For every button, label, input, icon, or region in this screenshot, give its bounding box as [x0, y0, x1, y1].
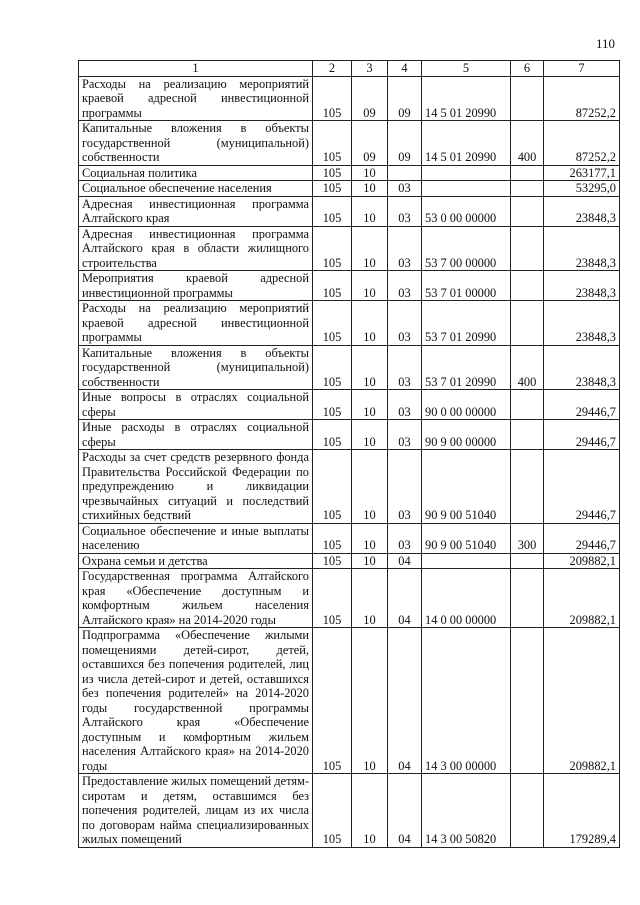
row-section-cell: 10: [352, 420, 388, 450]
table-row: [79, 774, 620, 848]
page-number: 110: [596, 36, 616, 51]
row-name-cell: Капитальные вложения в объекты государственной (муниципальной) собственности: [79, 121, 313, 166]
row-amount-cell: 87252,2: [544, 76, 620, 121]
row-subsection-cell: 03: [388, 523, 422, 553]
row-section-cell: 10: [352, 553, 388, 569]
row-subsection-cell: 03: [388, 345, 422, 390]
row-section-cell: 10: [352, 774, 388, 848]
row-admin-code-cell: 105: [313, 450, 352, 524]
row-subsection-cell: 03: [388, 271, 422, 301]
row-section-cell: 10: [352, 569, 388, 628]
row-amount-cell: 23848,3: [544, 226, 620, 271]
row-name-cell: Охрана семьи и детства: [79, 553, 313, 569]
row-target-code-cell: 53 7 01 20990: [422, 301, 511, 346]
table-row: [79, 345, 620, 390]
row-expense-type-cell: [511, 226, 544, 271]
row-admin-code-cell: 105: [313, 553, 352, 569]
row-name-cell: Иные расходы в отраслях социальной сферы: [79, 420, 313, 450]
header-cell: 6: [511, 61, 544, 77]
row-expense-type-cell: [511, 271, 544, 301]
row-admin-code-cell: 105: [313, 390, 352, 420]
table-row: [79, 569, 620, 628]
row-admin-code-cell: 105: [313, 271, 352, 301]
row-name-cell: Иные вопросы в отраслях социальной сферы: [79, 390, 313, 420]
row-amount-cell: 23848,3: [544, 345, 620, 390]
table-body: [79, 76, 620, 847]
row-section-cell: 09: [352, 76, 388, 121]
row-section-cell: 10: [352, 181, 388, 197]
table-row: [79, 553, 620, 569]
row-name-cell: Мероприятия краевой адресной инвестиционной программы: [79, 271, 313, 301]
row-amount-cell: 23848,3: [544, 196, 620, 226]
row-expense-type-cell: 400: [511, 121, 544, 166]
row-expense-type-cell: 300: [511, 523, 544, 553]
row-amount-cell: 29446,7: [544, 420, 620, 450]
row-target-code-cell: [422, 553, 511, 569]
table-row: [79, 226, 620, 271]
row-subsection-cell: 04: [388, 569, 422, 628]
row-name-cell: Адресная инвестиционная программа Алтайского края: [79, 196, 313, 226]
header-row: [79, 61, 620, 77]
row-amount-cell: 209882,1: [544, 553, 620, 569]
row-admin-code-cell: 105: [313, 181, 352, 197]
row-admin-code-cell: 105: [313, 226, 352, 271]
row-amount-cell: 29446,7: [544, 390, 620, 420]
row-subsection-cell: 03: [388, 450, 422, 524]
row-target-code-cell: 14 5 01 20990: [422, 76, 511, 121]
row-section-cell: 10: [352, 523, 388, 553]
budget-table: [78, 60, 620, 848]
row-target-code-cell: 53 7 00 00000: [422, 226, 511, 271]
row-subsection-cell: 04: [388, 628, 422, 774]
table-row: [79, 628, 620, 774]
row-name-cell: Государственная программа Алтайского края «Обеспечение доступным и комфортным жильем населения Алтайского края» на 2014-2020 годы: [79, 569, 313, 628]
row-section-cell: 10: [352, 345, 388, 390]
row-section-cell: 10: [352, 628, 388, 774]
row-name-cell: Социальное обеспечение населения: [79, 181, 313, 197]
row-amount-cell: 209882,1: [544, 569, 620, 628]
row-amount-cell: 29446,7: [544, 523, 620, 553]
row-name-cell: Социальная политика: [79, 165, 313, 181]
row-admin-code-cell: 105: [313, 774, 352, 848]
row-section-cell: 10: [352, 271, 388, 301]
header-cell: 4: [388, 61, 422, 77]
row-expense-type-cell: [511, 420, 544, 450]
row-target-code-cell: 53 0 00 00000: [422, 196, 511, 226]
row-subsection-cell: 03: [388, 226, 422, 271]
table-row: [79, 301, 620, 346]
row-amount-cell: 23848,3: [544, 271, 620, 301]
row-name-cell: Социальное обеспечение и иные выплаты населению: [79, 523, 313, 553]
row-expense-type-cell: [511, 196, 544, 226]
row-subsection-cell: 04: [388, 774, 422, 848]
header-cell: 5: [422, 61, 511, 77]
header-cell: 7: [544, 61, 620, 77]
row-admin-code-cell: 105: [313, 121, 352, 166]
row-admin-code-cell: 105: [313, 345, 352, 390]
row-name-cell: Подпрограмма «Обеспечение жилыми помещениями детей-сирот, детей, оставшихся без попечения родителей, лиц из числа детей-сирот и детей, оставшихся без попечения родителей» на 2014-2020 годы государственной программы Алтайского края «Обеспечение доступным и комфортным жильем населения Алтайского края» на 2014-2020 годы: [79, 628, 313, 774]
row-expense-type-cell: 400: [511, 345, 544, 390]
table-row: [79, 271, 620, 301]
row-expense-type-cell: [511, 181, 544, 197]
row-section-cell: 10: [352, 450, 388, 524]
row-amount-cell: 179289,4: [544, 774, 620, 848]
table-row: [79, 420, 620, 450]
row-expense-type-cell: [511, 569, 544, 628]
row-amount-cell: 53295,0: [544, 181, 620, 197]
row-subsection-cell: 09: [388, 121, 422, 166]
row-amount-cell: 87252,2: [544, 121, 620, 166]
row-admin-code-cell: 105: [313, 76, 352, 121]
row-amount-cell: 23848,3: [544, 301, 620, 346]
row-expense-type-cell: [511, 628, 544, 774]
row-name-cell: Расходы на реализацию мероприятий краевой адресной инвестиционной программы: [79, 76, 313, 121]
row-target-code-cell: 14 0 00 00000: [422, 569, 511, 628]
row-name-cell: Адресная инвестиционная программа Алтайского края в области жилищного строительства: [79, 226, 313, 271]
row-expense-type-cell: [511, 390, 544, 420]
table-row: [79, 523, 620, 553]
row-target-code-cell: [422, 181, 511, 197]
row-target-code-cell: 90 0 00 00000: [422, 390, 511, 420]
row-target-code-cell: 90 9 00 51040: [422, 523, 511, 553]
row-admin-code-cell: 105: [313, 628, 352, 774]
row-subsection-cell: 03: [388, 420, 422, 450]
header-cell: 1: [79, 61, 313, 77]
row-expense-type-cell: [511, 774, 544, 848]
table-row: [79, 165, 620, 181]
row-name-cell: Капитальные вложения в объекты государственной (муниципальной) собственности: [79, 345, 313, 390]
row-section-cell: 10: [352, 196, 388, 226]
row-admin-code-cell: 105: [313, 165, 352, 181]
row-section-cell: 10: [352, 390, 388, 420]
row-admin-code-cell: 105: [313, 196, 352, 226]
row-amount-cell: 29446,7: [544, 450, 620, 524]
row-section-cell: 10: [352, 165, 388, 181]
row-target-code-cell: 14 3 00 00000: [422, 628, 511, 774]
row-subsection-cell: 03: [388, 301, 422, 346]
row-name-cell: Расходы на реализацию мероприятий краевой адресной инвестиционной программы: [79, 301, 313, 346]
row-expense-type-cell: [511, 450, 544, 524]
row-target-code-cell: 14 5 01 20990: [422, 121, 511, 166]
row-section-cell: 10: [352, 301, 388, 346]
row-subsection-cell: 03: [388, 196, 422, 226]
row-section-cell: 10: [352, 226, 388, 271]
row-target-code-cell: [422, 165, 511, 181]
header-cell: 3: [352, 61, 388, 77]
table-row: [79, 390, 620, 420]
table-row: [79, 181, 620, 197]
row-subsection-cell: 03: [388, 390, 422, 420]
table-row: [79, 450, 620, 524]
row-admin-code-cell: 105: [313, 420, 352, 450]
row-admin-code-cell: 105: [313, 569, 352, 628]
row-subsection-cell: 03: [388, 181, 422, 197]
header-cell: 2: [313, 61, 352, 77]
row-target-code-cell: 53 7 01 20990: [422, 345, 511, 390]
row-amount-cell: 263177,1: [544, 165, 620, 181]
row-subsection-cell: [388, 165, 422, 181]
row-expense-type-cell: [511, 76, 544, 121]
row-expense-type-cell: [511, 301, 544, 346]
row-subsection-cell: 04: [388, 553, 422, 569]
row-expense-type-cell: [511, 165, 544, 181]
row-amount-cell: 209882,1: [544, 628, 620, 774]
row-admin-code-cell: 105: [313, 301, 352, 346]
row-subsection-cell: 09: [388, 76, 422, 121]
row-name-cell: Расходы за счет средств резервного фонда Правительства Российской Федерации по предупреждению и ликвидации чрезвычайных ситуаций и последствий стихийных бедствий: [79, 450, 313, 524]
table-row: [79, 196, 620, 226]
row-target-code-cell: 14 3 00 50820: [422, 774, 511, 848]
row-section-cell: 09: [352, 121, 388, 166]
table-row: [79, 121, 620, 166]
row-target-code-cell: 53 7 01 00000: [422, 271, 511, 301]
row-admin-code-cell: 105: [313, 523, 352, 553]
table-row: [79, 76, 620, 121]
row-target-code-cell: 90 9 00 00000: [422, 420, 511, 450]
row-expense-type-cell: [511, 553, 544, 569]
row-target-code-cell: 90 9 00 51040: [422, 450, 511, 524]
row-name-cell: Предоставление жилых помещений детям-сиротам и детям, оставшимся без попечения родителей, лицам из их числа по договорам найма специализированных жилых помещений: [79, 774, 313, 848]
